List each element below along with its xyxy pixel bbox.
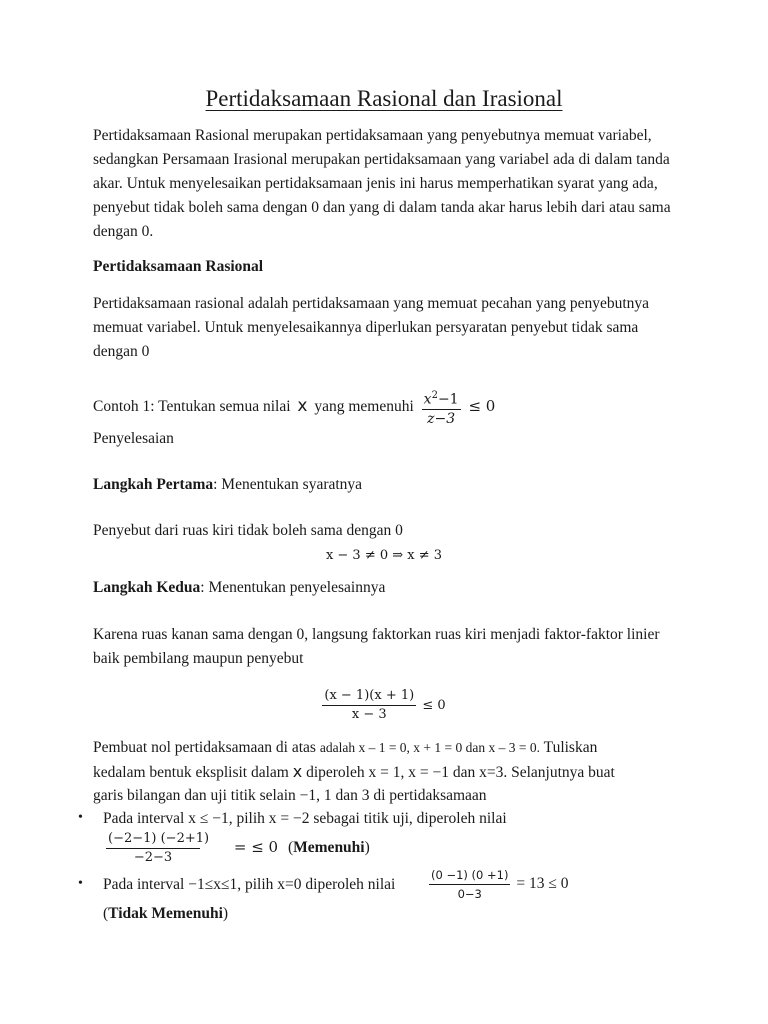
zeros-line1-c: Tuliskan [543,739,598,756]
step1-equation: x − 3 ≠ 0 ⇒ x ≠ 3 [325,548,443,563]
factored-rel: ≤ 0 [422,698,446,713]
bullet-2-den: 0−3 [457,886,482,901]
bullet-1-num: (−2−1) (−2+1) [106,831,200,849]
example-num-exp: 2 [431,390,438,402]
bullet-2-num: (0 −1) (0 +1) [429,867,510,885]
example-den: z−3 [427,410,456,427]
bullet-2-result: = 13 ≤ 0 [516,875,569,892]
bullet-2-text: Pada interval −1≤x≤1, pilih x=0 diperoleh nilai [103,876,396,893]
zeros-line1-b: adalah x – 1 = 0, x + 1 = 0 dan x – 3 = 0. [319,740,541,755]
bullet-1-result: = ≤ 0 [233,838,279,856]
bullet-1-eval: $\frac{(-2-1) (-2+1)}{-2-3}$ = ≤ 0 (Memenuhi) [108,830,370,865]
example-line [93,384,495,429]
step1-line [93,474,362,496]
factored-den: x − 3 [351,707,387,722]
factored-inequality [0,688,768,723]
solution-label: Penyelesaian [93,430,174,447]
step1-desc: Penyebut dari ruas kiri tidak boleh sama dengan 0 [93,522,403,539]
step2-desc: Karena ruas kanan sama dengan 0, langsung faktorkan ruas kiri menjadi faktor-faktor linier baik pembilang maupun penyebut [93,626,660,667]
example-middle: yang memenuhi [314,398,414,415]
step2-line [93,577,385,599]
zeros-line-3: garis bilangan dan uji titik selain −1, 1 dan 3 di pertidaksamaan [93,787,487,804]
zeros-line2-var: x [292,762,303,781]
section-paragraph: Pertidaksamaan rasional adalah pertidaksamaan yang memuat pecahan yang penyebutnya memuat variabel. Untuk menyelesaikannya diperlukan persyaratan penyebut tidak sama dengan 0 [93,295,650,360]
example-rel: ≤ 0 [468,397,496,415]
section-heading: Pertidaksamaan Rasional [93,258,264,275]
zeros-line-2 [93,761,615,784]
page-title: Pertidaksamaan Rasional dan Irasional [205,86,563,111]
intro-paragraph: Pertidaksamaan Rasional merupakan pertidaksamaan yang penyebutnya memuat variabel, sedangkan Persamaan Irasional merupakan pertidaksamaan yang variabel ada di dalam tanda akar. Untuk menyelesaikan pertidaksamaan jenis ini harus memperhatikan syarat yang ada, penyebut tidak boleh sama dengan 0 dan yang di dalam tanda akar harus lebih dari atau sama dengan 0. [93,127,671,240]
step2-text: : Menentukan penyelesainnya [200,579,386,596]
example-var: x [297,396,308,416]
bullet-1-den: −2−3 [133,849,173,865]
example-prefix: Contoh 1: Tentukan semua nilai [93,398,291,415]
bullet-1-fraction [106,830,210,866]
factored-num: (x − 1)(x + 1) [322,688,416,706]
bullet-2-line [103,874,395,896]
zeros-line2-b: diperoleh x = 1, x = −1 dan x=3. Selanjutnya buat [306,764,615,781]
bullet-2-status-line: (Tidak Memenuhi) [103,905,229,922]
bullet-dot: • [78,810,83,825]
example-fraction [422,388,461,427]
example-num-base: x [423,391,432,408]
zeros-line-1 [93,737,597,759]
bullet-dot: • [78,876,83,891]
factored-fraction [322,688,416,723]
bullet-1-text: Pada interval x ≤ −1, pilih x = −2 sebagai titik uji, diperoleh nilai [103,810,507,827]
step2-label: Langkah Kedua [93,579,201,596]
zeros-line1-a: Pembuat nol pertidaksamaan di atas [93,739,316,756]
bullet-2-status: Tidak Memenuhi [108,905,223,922]
example-num-rest: −1 [437,391,459,408]
bullet-1-status: Memenuhi [293,839,365,856]
bullet-2-fraction [429,867,510,902]
step1-label: Langkah Pertama [93,476,214,493]
bullet-2-eval [429,864,568,904]
zeros-line2-a: kedalam bentuk eksplisit dalam [93,764,289,781]
step1-text: : Menentukan syaratnya [213,476,363,493]
